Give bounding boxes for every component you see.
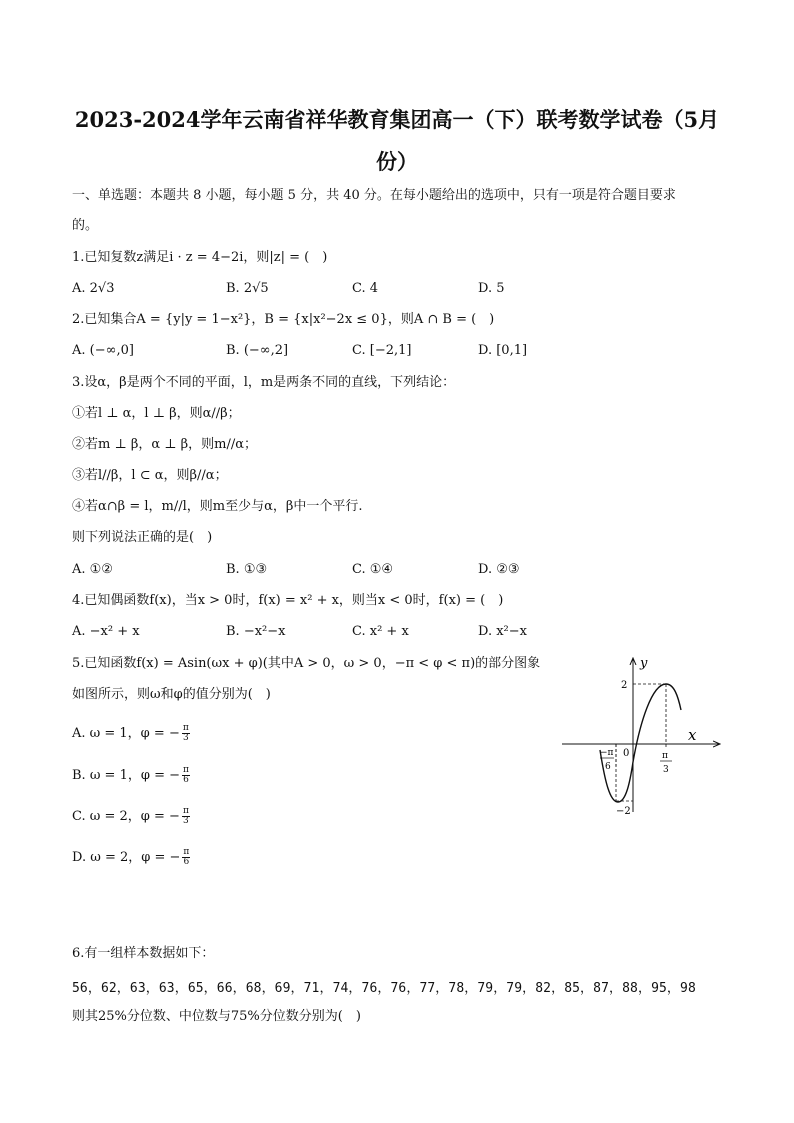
q6-data-list: 56，62，63，63，65，66，68，69，71，74，76，76，77，78，79，79，82，85，87，88，95，98: [72, 981, 696, 996]
q5-option-c-num: π: [182, 806, 189, 816]
q5-option-a-prefix: A. ω = 1，φ = −: [72, 726, 180, 741]
sine-curve: [600, 684, 681, 802]
q3-stem: 3.设α，β是两个不同的平面，l，m是两条不同的直线，下列结论：: [72, 375, 456, 390]
right-tick-num: π: [662, 751, 668, 761]
q2-option-c: C. [−2,1]: [352, 343, 412, 358]
q3-item-2: ②若m ⊥ β，α ⊥ β，则m//α；: [72, 437, 257, 452]
q6-stem: 6.有一组样本数据如下：: [72, 946, 215, 961]
q5-option-b: [72, 766, 190, 785]
q5-stem-line2: 如图所示，则ω和φ的值分别为( ): [72, 687, 271, 702]
q3-ask: 则下列说法正确的是( ): [72, 530, 213, 545]
q3-option-c: C. ①④: [352, 562, 394, 577]
q5-sine-graph: [560, 652, 730, 822]
origin-label: 0: [623, 748, 630, 759]
q5-option-d-prefix: D. ω = 2，φ = −: [72, 850, 181, 865]
q1-option-d: D. 5: [478, 281, 505, 296]
q2-option-d: D. [0,1]: [478, 343, 528, 358]
q5-option-d-den: 6: [183, 857, 190, 867]
q4-option-d: D. x²−x: [478, 624, 527, 639]
left-tick-den: 6: [605, 762, 611, 772]
q5-option-b-den: 6: [183, 775, 189, 785]
q5-option-b-prefix: B. ω = 1，φ = −: [72, 768, 180, 783]
q5-option-c: [72, 807, 190, 826]
q4-option-b: B. −x²−x: [226, 624, 286, 639]
q2-stem: 2.已知集合A = {y|y = 1−x²}，B = {x|x²−2x ≤ 0}，则A ∩ B = ( ): [72, 312, 495, 327]
q5-option-c-prefix: C. ω = 2，φ = −: [72, 809, 180, 824]
left-tick-num: −π: [600, 748, 614, 758]
q2-option-b: B. (−∞,2]: [226, 343, 289, 358]
q3-item-3: ③若l//β，l ⊂ α，则β//α；: [72, 468, 228, 483]
right-tick-den: 3: [663, 765, 669, 775]
q3-item-4: ④若α∩β = l，m//l，则m至少与α，β中一个平行.: [72, 499, 363, 514]
q5-option-d-num: π: [183, 847, 190, 857]
q5-option-a-num: π: [182, 723, 189, 733]
exam-title-line1: 2023-2024学年云南省祥华教育集团高一（下）联考数学试卷（5月: [74, 107, 720, 132]
q1-option-c: C. 4: [352, 281, 379, 296]
q2-option-a: A. (−∞,0]: [72, 343, 134, 358]
q1-option-b: B. 2√5: [226, 281, 269, 296]
q3-item-1: ①若l ⊥ α，l ⊥ β，则α//β；: [72, 406, 241, 421]
q3-option-d: D. ②③: [478, 562, 520, 577]
q5-stem-line1: 5.已知函数f(x) = Asin(ωx + φ)(其中A > 0，ω > 0，−π < φ < π)的部分图象: [72, 656, 541, 671]
q5-option-b-num: π: [183, 765, 189, 775]
q3-option-a: A. ①②: [72, 562, 113, 577]
q3-option-b: B. ①③: [226, 562, 268, 577]
x-axis-label: x: [688, 726, 697, 744]
q5-option-c-fraction: [182, 807, 190, 826]
q5-option-d: [72, 848, 190, 867]
q4-stem: 4.已知偶函数f(x)，当x > 0时，f(x) = x² + x，则当x < 0时，f(x) = ( ): [72, 593, 504, 608]
q5-option-b-fraction: [182, 766, 190, 785]
q5-option-c-den: 3: [183, 816, 189, 826]
section-header-line2: 的。: [72, 218, 99, 233]
exam-title-line2: 份）: [376, 149, 418, 174]
section-header-line1: 一、单选题：本题共 8 小题，每小题 5 分，共 40 分。在每小题给出的选项中，只有一项是符合题目要求: [72, 188, 676, 203]
q5-option-a: [72, 724, 190, 743]
q5-option-a-fraction: [182, 724, 190, 743]
max-label: 2: [621, 680, 628, 691]
q4-option-a: A. −x² + x: [72, 624, 140, 639]
q1-option-a: A. 2√3: [72, 281, 115, 296]
y-axis-label: y: [640, 656, 648, 671]
q5-option-a-den: 3: [182, 733, 189, 743]
q5-option-d-fraction: [182, 848, 190, 867]
q6-ask: 则其25%分位数、中位数与75%分位数分别为( ): [72, 1009, 361, 1024]
min-label: −2: [616, 806, 631, 817]
q1-stem: 1.已知复数z满足i · z = 4−2i，则|z| = ( ): [72, 250, 328, 265]
q4-option-c: C. x² + x: [352, 624, 409, 639]
